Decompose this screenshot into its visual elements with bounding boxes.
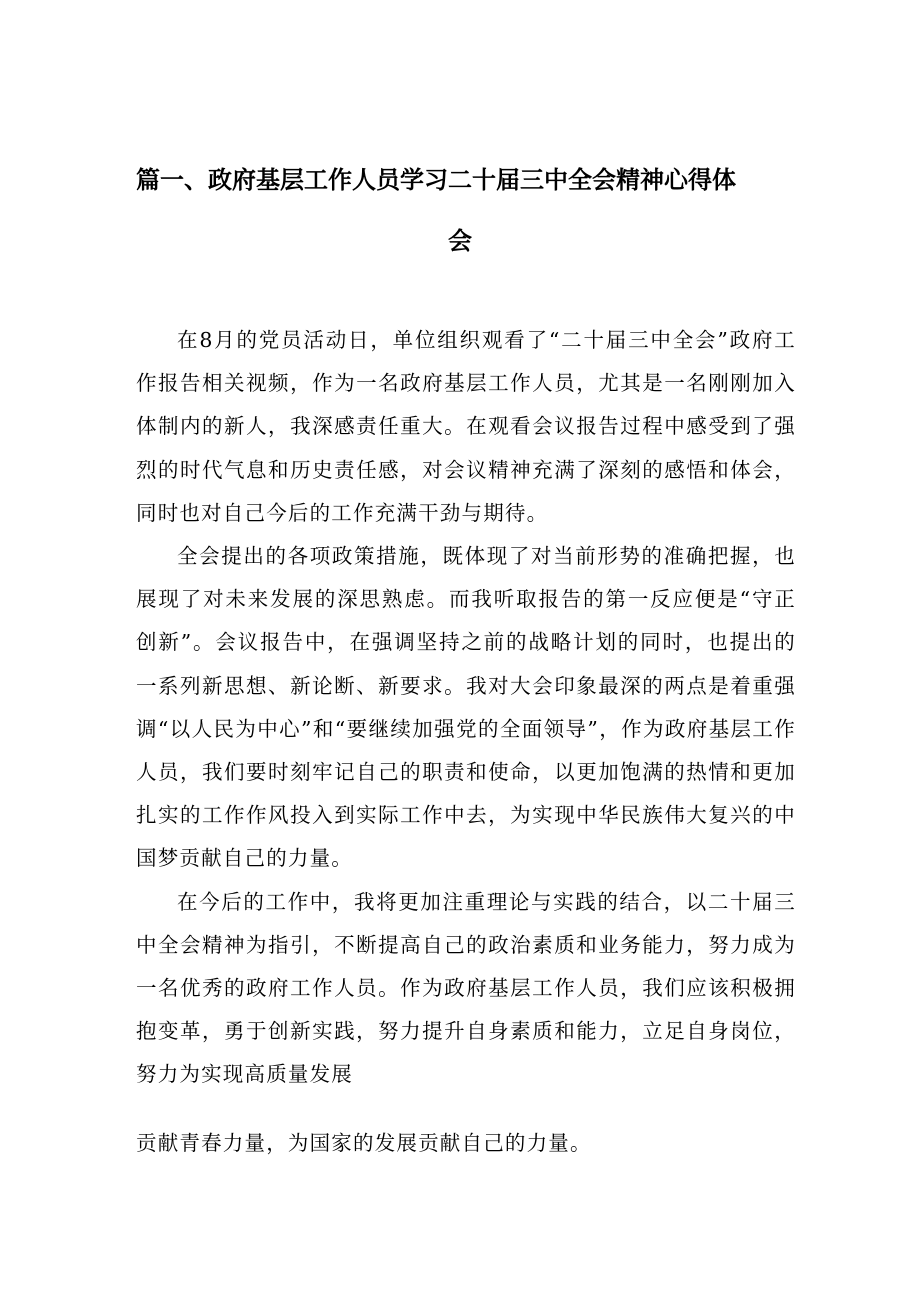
- paragraph-3: 在今后的工作中，我将更加注重理论与实践的结合，以二十届三中全会精神为指引，不断提高自己的政治素质和业务能力，努力成为一名优秀的政府工作人员。作为政府基层工作人员，我们应该积极拥抱变革，勇于创新实践，努力提升自身素质和能力，立足自身岗位，努力为实现高质量发展: [136, 889, 796, 1087]
- paragraph-1: 在8月的党员活动日，单位组织观看了“二十届三中全会”政府工作报告相关视频，作为一名政府基层工作人员，尤其是一名刚刚加入体制内的新人，我深感责任重大。在观看会议报告过程中感受到了强烈的时代气息和历史责任感，对会议精神充满了深刻的感悟和体会，同时也对自己今后的工作充满干劲与期待。: [136, 328, 796, 525]
- document-title-continuation: 会: [448, 227, 472, 255]
- paragraph-2: 全会提出的各项政策措施，既体现了对当前形势的准确把握，也展现了对未来发展的深思熟虑。而我听取报告的第一反应便是“守正创新”。会议报告中，在强调坚持之前的战略计划的同时，也提出的一系列新思想、新论断、新要求。我对大会印象最深的两点是着重强调“以人民为中心”和“要继续加强党的全面领导”，作为政府基层工作人员，我们要时刻牢记自己的职责和使命，以更加饱满的热情和更加扎实的工作作风投入到实际工作中去，为实现中华民族伟大复兴的中国梦贡献自己的力量。: [136, 544, 796, 871]
- document-body: [136, 319, 796, 1097]
- paragraph-tail: 贡献青春力量，为国家的发展贡献自己的力量。: [136, 1131, 592, 1155]
- document-title: 篇一、政府基层工作人员学习二十届三中全会精神心得体: [136, 166, 736, 194]
